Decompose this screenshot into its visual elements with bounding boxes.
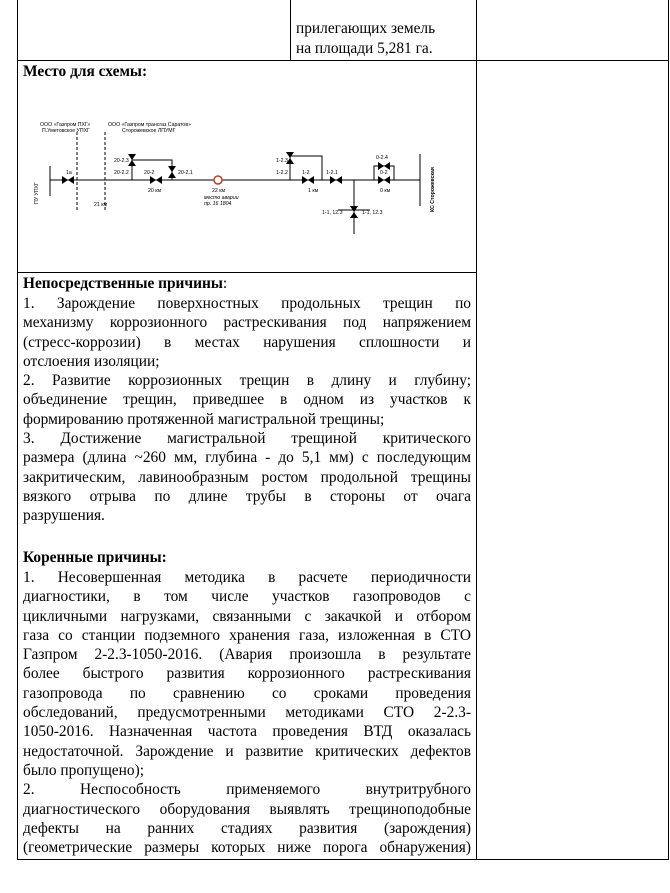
label-accident-2: пр. 16 1804 [204,201,232,207]
label-valve-20-2-3: 20-2.3 [114,158,129,164]
label-km-1: 1 км [308,188,319,194]
label-valve-1-2-1: 1-2.1 [326,170,338,176]
top-cell-line-2: на площади 5,281 га. [296,40,433,57]
label-valve-1-2-3: 1-2.3 [276,158,288,164]
table-border-right [668,0,669,860]
label-km-20: 20 км [148,188,162,194]
root-line-9: 1050-2016. Назначенная частота проведения ВТД оказалась [23,723,471,741]
label-km-0: 0 км [380,188,391,194]
label-valve-1a: 1а [66,170,72,176]
direct-causes-text [23,294,471,526]
label-org-right-2: Сторожевское ЛПУМГ [122,128,176,134]
direct-line-12: разрушения. [23,507,105,525]
direct-line-9: размера (длина ~260 мм, глубина - до 5,1 мм) с последующим [23,449,471,467]
valve-0-2-icon [378,176,390,184]
direct-line-6: объединение трещин, приведшее в одном из участков к [23,391,471,409]
table-border-left [17,0,18,860]
label-org-left-2: П.Уметовское УПХГ [42,128,90,134]
root-line-11: было пропущено); [23,761,144,779]
valve-1-2-icon [302,176,314,184]
label-left-vertical: ПУ УПХГ [34,182,40,204]
row-divider-2 [17,272,477,273]
direct-line-7: формированию протяженной магистральной трещины; [23,410,385,428]
direct-causes-title: Непосредственные причины [23,275,223,292]
valve-0-2-4-icon [378,162,390,170]
label-valve-20-2-2: 20-2.2 [114,170,129,176]
label-org-left-1: ООО «Газпром ПХГ» [40,122,91,128]
valve-1-2-1-icon [330,176,342,184]
root-line-12: 2. Неспособность применяемого внутритрубного [23,781,471,799]
row-divider-1 [17,60,669,61]
root-causes-title: Коренные причины: [23,549,167,566]
root-line-10: недостаточной. Зарождение и развитие критических дефектов [23,742,471,760]
table-bottom [17,859,669,860]
root-line-1: 1. Несовершенная методика в расчете периодичности [23,569,471,586]
label-org-right-1: ООО «Газпром трансгаз Саратов» [108,122,191,128]
root-line-13: диагностического оборудования выявлять трещиноподобные [23,800,471,818]
root-line-4: газа со станции подземного хранения газа, изложенная в СТО [23,626,471,644]
direct-line-8: 3. Достижение магистральной трещиной критического [23,430,471,448]
direct-line-11: вязкого отрыва по длине трубы в стороны от очага [23,487,471,505]
top-cell-line-1: прилегающих земель [296,20,436,37]
root-line-15: (геометрические размеры которых ниже порога обнаружения) [23,839,471,857]
direct-line-5: 2. Развитие коррозионных трещин в длину и глубину; [23,372,471,390]
label-valve-20-2-1: 20-2.1 [178,170,193,176]
label-valve-20-2: 20-2 [144,170,155,176]
label-km-21: 21 км [94,202,108,208]
branch-1km [290,156,322,180]
direct-line-1: 1. Зарождение поверхностных продольных трещин по [23,295,471,312]
label-valve-1-2: 1-2 [302,170,310,176]
root-causes-text [23,568,471,857]
label-valve-1-2-2: 1-2.2 [276,170,288,176]
root-line-2: диагностики, в том числе участков газопроводов с [23,588,471,606]
direct-causes-heading [23,274,227,293]
root-line-8: обследований, предусмотренными методиками СТО 2-2.3- [23,704,471,722]
table-border-right-inner [476,0,477,860]
root-line-6: более быстрого развития коррозионного растрескивания [23,665,471,683]
label-km-22: 22 км [212,188,226,194]
scheme-title: Место для схемы: [23,63,148,80]
direct-line-10: закритическим, лавинообразным ростом продольной трещины [23,468,471,486]
table-border-mid [290,0,291,61]
root-line-5: Газпром 2-2.3-1050-2016. (Авария произошла в результате [23,646,471,664]
direct-line-2: механизму коррозионного растрескивания под напряжением [23,314,471,332]
valve-1-1-icon [350,206,358,218]
label-valve-0-2-4: 0-2.4 [376,155,388,161]
valve-1a-icon [62,176,74,184]
valve-20-2-1-icon [168,166,176,178]
root-line-14: дефекты на ранних стадиях развития (зарождения) [23,819,471,837]
root-line-7: газопровода по сравнению со сроками проведения [23,684,471,702]
direct-line-3: (стресс-коррозии) в местах нарушения сплошности и [23,333,471,351]
label-right-vertical: КС Сторожевская [430,167,436,212]
label-accident-1: место аварии [204,195,239,201]
label-valve-1-1-right: 1-1, 12.3 [362,210,383,216]
label-valve-0-2: 0-2 [380,170,388,176]
label-valve-1-1-left: 1-1, 12.3 [322,210,343,216]
valve-20-2-icon [150,176,162,184]
accident-location-icon [214,176,222,184]
root-line-3: цикличными нагрузками, связанными с закачкой и отбором [23,607,471,625]
pipeline-scheme-diagram [22,110,442,245]
direct-line-4: отслоения изоляции; [23,352,160,370]
direct-causes-colon: : [222,275,228,292]
